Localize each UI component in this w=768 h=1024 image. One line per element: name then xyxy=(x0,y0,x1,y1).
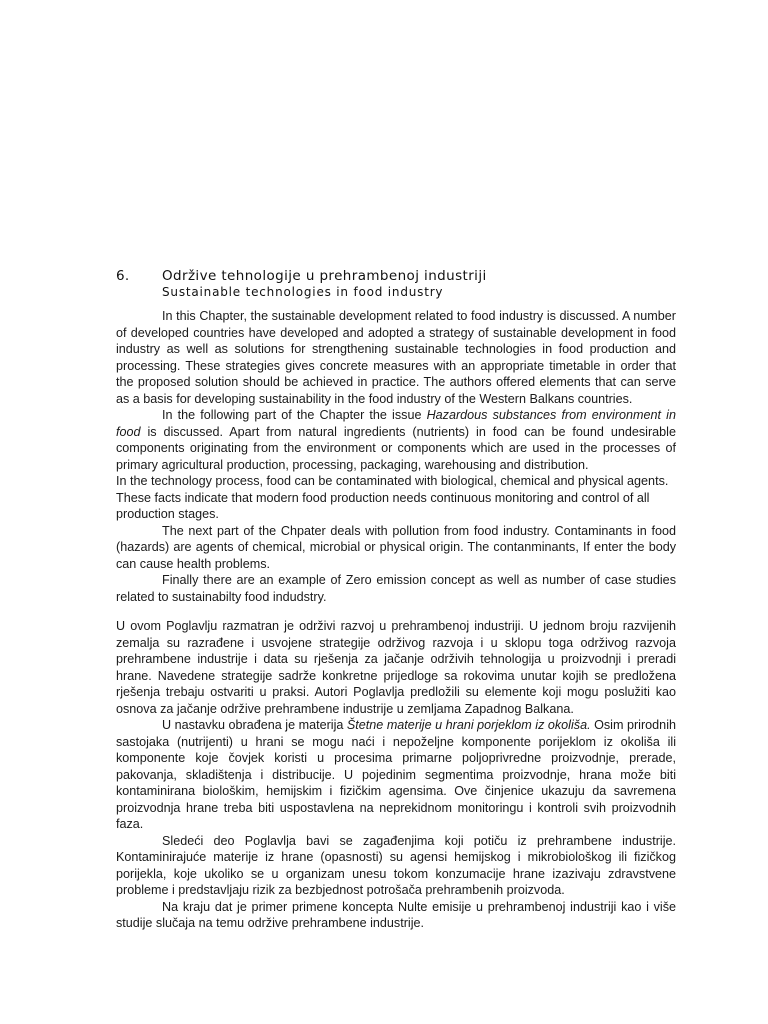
english-paragraph-2-italic: Hazardous substances from environment in food xyxy=(116,408,676,439)
serbian-paragraph-4: Na kraju dat je primer primene koncepta Nulte emisije u prehrambenoj industriji kao i više studije slučaja na temu održive prehrambene industrije. xyxy=(116,899,676,930)
chapter-title-serbian: Održive tehnologije u prehrambenoj industriji xyxy=(162,268,487,284)
english-summary xyxy=(116,308,676,605)
chapter-number: 6. xyxy=(116,268,130,284)
serbian-paragraph-3: Sledeći deo Poglavlja bavi se zagađenjima koji potiču iz prehrambene industrije. Kontaminirajuće materije iz hrane (opasnosti) su agensi hemijskog i mikrobiološkog ili fizičkog porijekla, koje ukoliko se u organizam unesu tokom konzumacije hrane izazivaju zdravstvene probleme i predstavljaju rizik za bezbjednost potrošača prehrambenih proizvoda. xyxy=(116,833,676,897)
serbian-paragraph-2-end: Osim prirodnih sastojaka (nutrijenti) u hrani se mogu naći i nepoželjne komponente porijeklom iz okoliša ili komponente koje čovjek koristi u procesima primarne poljoprivredne proizvodnje, prerade, pakovanja, skladištenja i distribucije. U pojedinim segmentima proizvodnje, hrana može biti kontaminirana biološkim, hemijskim i fizičkim agensima. Ove činjenice ukazuju da savremena proizvodnja hrane treba biti uspostavlena na neprekidnom monitoringu i kontroli svih proizvodnih faza. xyxy=(116,718,676,831)
english-paragraph-3: In the technology process, food can be contaminated with biological, chemical and physical agents. These facts indicate that modern food production needs continuous monitoring and control of all production stages. xyxy=(116,474,669,521)
english-paragraph-1: In this Chapter, the sustainable development related to food industry is discussed. A number of developed countries have developed and adopted a strategy of sustainable development in food industry as well as solutions for strengthening sustainable technologies in food production and processing. These strategies gives concrete measures with an appropriate timetable in order that the proposed solution should be achieved in practice. The authors offered elements that can serve as a basis for developing sustainability in the food industry of the Western Balkans countries. xyxy=(116,309,676,406)
serbian-paragraph-2-start: U nastavku obrađena je materija xyxy=(162,718,347,732)
serbian-paragraph-2 xyxy=(116,717,676,833)
serbian-paragraph-2-italic: Štetne materije u hrani porjeklom iz okoliša. xyxy=(346,718,591,732)
english-paragraph-5: Finally there are an example of Zero emission concept as well as number of case studies related to sustainabilty food indudstry. xyxy=(116,573,676,604)
chapter-heading xyxy=(116,268,676,300)
english-paragraph-4: The next part of the Chpater deals with pollution from food industry. Contaminants in food (hazards) are agents of chemical, microbial or physical origin. The contanminants, If enter the body can cause health problems. xyxy=(116,523,676,571)
serbian-summary xyxy=(116,618,676,932)
english-paragraph-2 xyxy=(116,407,676,473)
english-paragraph-2-start: In the following part of the Chapter the issue xyxy=(162,408,427,422)
serbian-paragraph-1: U ovom Poglavlju razmatran je održivi razvoj u prehrambenoj industriji. U jednom broju razvijenih zemalja su razrađene i usvojene strategije održivog razvoja i u sklopu toga održivog razvoja prehrambene industrije i data su rješenja za jačanje održivih tehnologija u proizvodnji i preradi hrane. Navedene strategije sadrže konkretne prijedloge sa rokovima unutar kojih se predložena rješenja trebaju ostvariti u praksi. Autori Poglavlja predložili su elemente koji mogu poslužiti kao osnova za jačanje održive prehrambene industrije u zemljama Zapadnog Balkana. xyxy=(116,619,676,716)
english-paragraph-2-end: is discussed. Apart from natural ingredients (nutrients) in food can be found undesirable components originating from the environment or components which are used in the processes of primary agricultural production, processing, packaging, warehousing and distribution. xyxy=(116,424,676,472)
chapter-title-english: Sustainable technologies in food industry xyxy=(162,285,444,299)
